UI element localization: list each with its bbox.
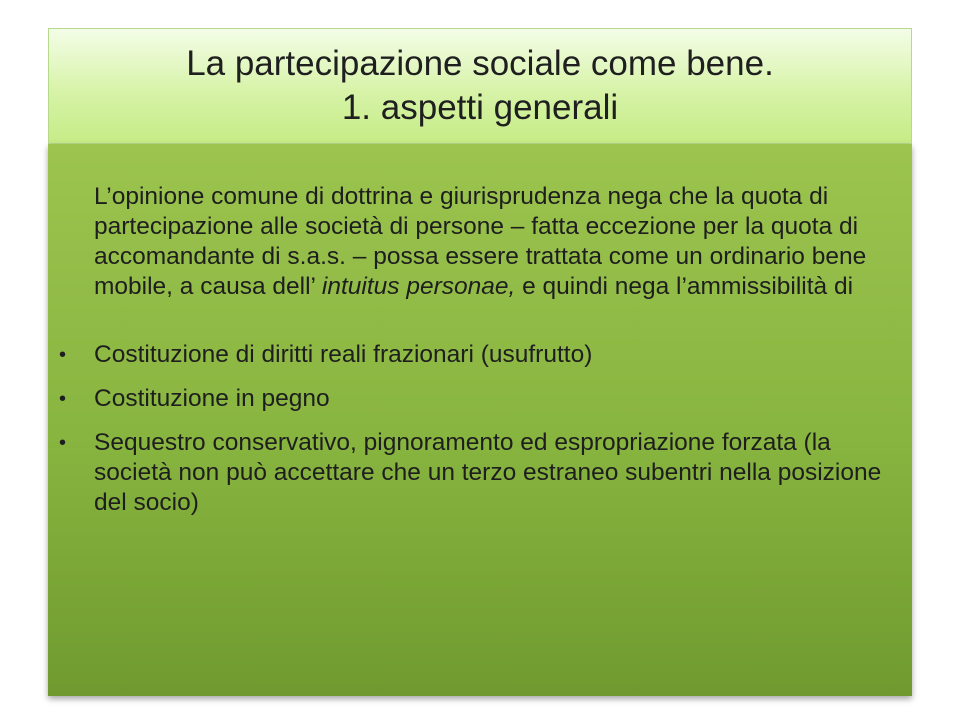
bullet-icon: • bbox=[59, 344, 67, 366]
bullet-icon: • bbox=[59, 388, 67, 410]
title-box bbox=[48, 28, 912, 144]
bullet-text: Costituzione in pegno bbox=[94, 385, 330, 412]
title-line-1: La partecipazione sociale come bene. bbox=[186, 44, 774, 83]
bullet-text: Costituzione di diritti reali frazionari (usufrutto) bbox=[94, 341, 593, 368]
intro-paragraph bbox=[94, 182, 882, 302]
slide-title bbox=[186, 42, 774, 130]
bullet-item bbox=[48, 384, 882, 414]
intro-text-after: e quindi nega l’ammissibilità di bbox=[515, 273, 854, 300]
content-box bbox=[48, 144, 912, 696]
bullet-icon: • bbox=[59, 432, 67, 454]
bullet-item bbox=[48, 340, 882, 370]
intro-italic-term: intuitus personae, bbox=[321, 273, 516, 300]
bullet-list bbox=[48, 340, 882, 518]
bullet-text: Sequestro conservativo, pignoramento ed espropriazione forzata (la società non può accettare che un terzo estraneo subentri nella posizione del socio) bbox=[94, 429, 882, 516]
title-line-2: 1. aspetti generali bbox=[341, 88, 619, 127]
intro-text-before: L’opinione comune di dottrina e giurisprudenza nega che la quota di partecipazione alle società di persone – fatta eccezione per la quota di accomandante di s.a.s. – possa essere trattata come un ordinario bene mobile, a causa dell’ bbox=[94, 183, 867, 300]
bullet-item bbox=[48, 428, 882, 518]
